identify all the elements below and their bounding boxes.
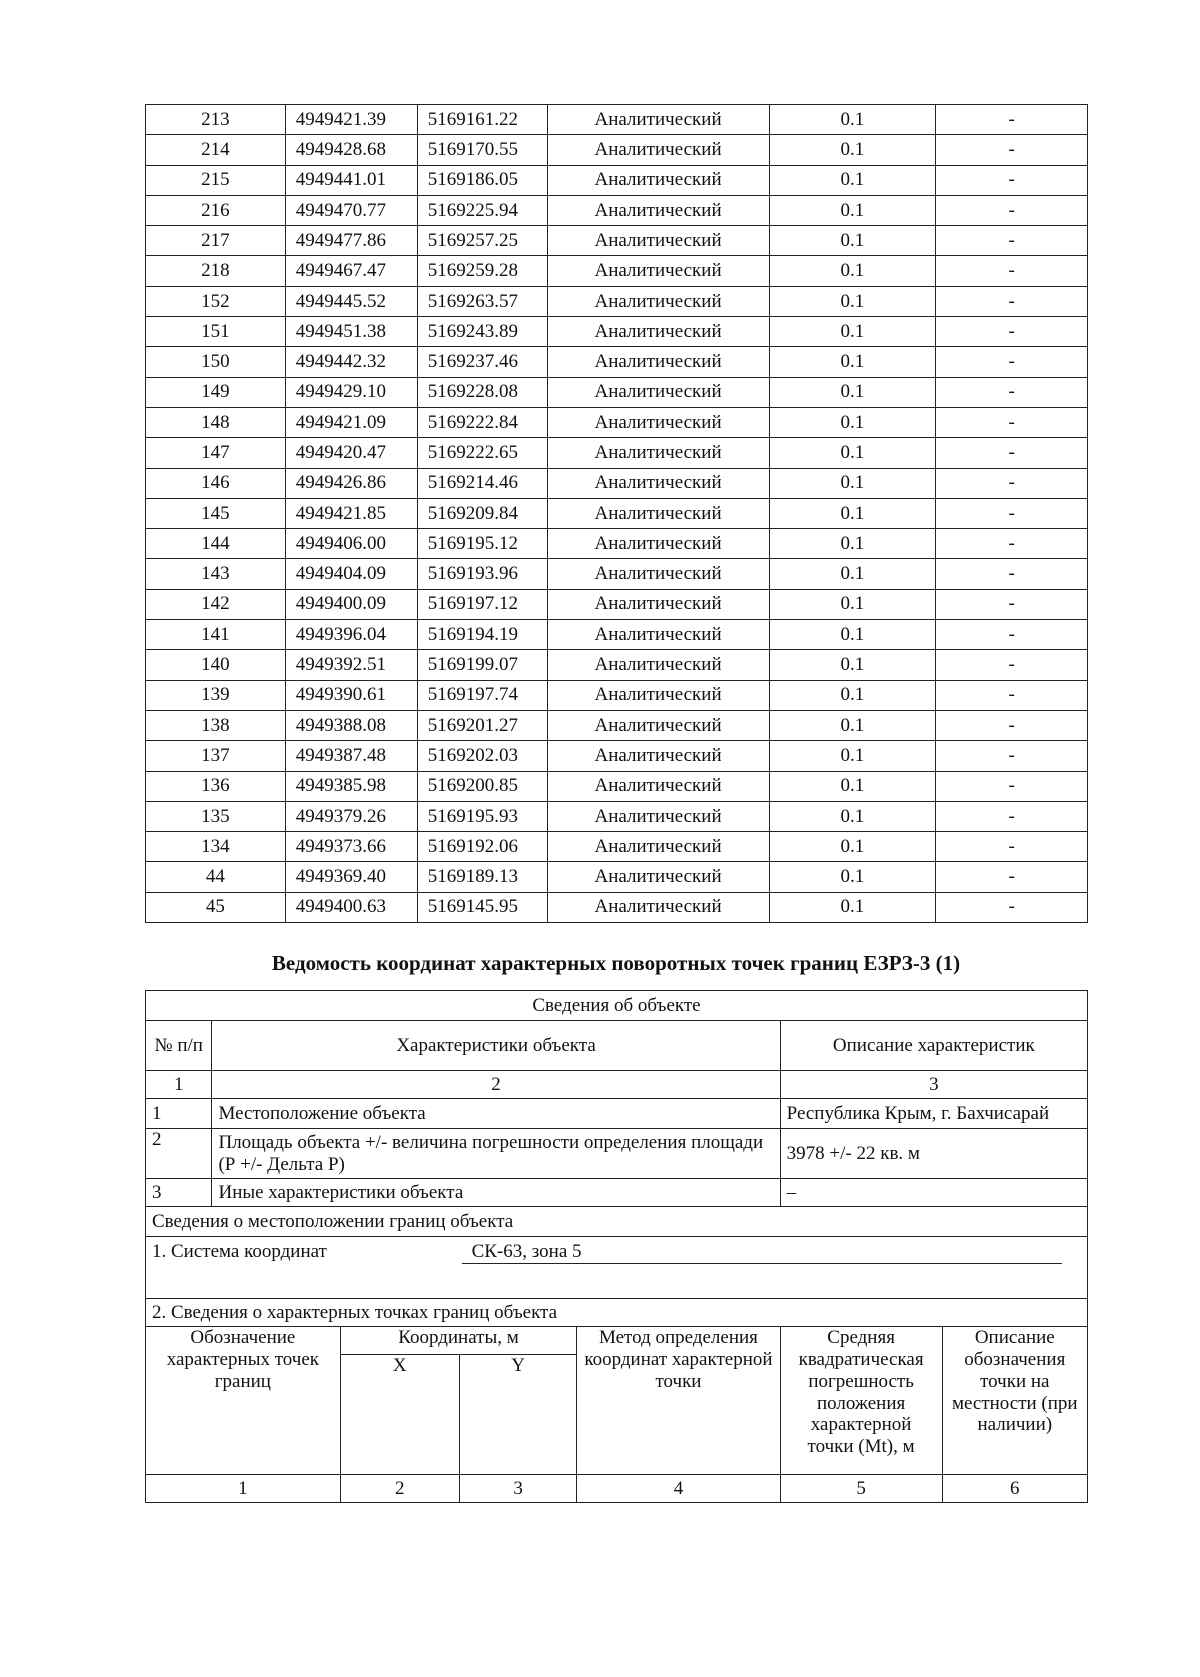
location-label: Местоположение объекта	[212, 1099, 780, 1129]
x-coordinate-cell: 4949420.47	[285, 438, 417, 468]
coordinate-row	[146, 256, 1088, 286]
method-cell: Аналитический	[547, 317, 769, 347]
point-number-cell: 134	[146, 832, 286, 862]
method-cell: Аналитический	[547, 680, 769, 710]
description-cell: -	[936, 165, 1088, 195]
point-number-cell: 213	[146, 105, 286, 135]
method-cell: Аналитический	[547, 620, 769, 650]
coordinate-row	[146, 650, 1088, 680]
method-cell: Аналитический	[547, 498, 769, 528]
x-coordinate-cell: 4949373.66	[285, 832, 417, 862]
error-header: Средняя квадратическая погрешность положения характерной точки (Mt), м	[780, 1327, 942, 1475]
x-coordinate-cell: 4949429.10	[285, 377, 417, 407]
error-cell: 0.1	[769, 892, 936, 922]
column-number: 5	[780, 1475, 942, 1503]
point-number-cell: 140	[146, 650, 286, 680]
x-coordinate-cell: 4949451.38	[285, 317, 417, 347]
point-number-cell: 145	[146, 498, 286, 528]
y-coordinate-cell: 5169263.57	[417, 286, 547, 316]
area-value: 3978 +/- 22 кв. м	[780, 1129, 1087, 1179]
description-cell: -	[936, 135, 1088, 165]
description-cell: -	[936, 317, 1088, 347]
method-cell: Аналитический	[547, 135, 769, 165]
coordinate-row	[146, 135, 1088, 165]
point-description-header: Описание обозначения точки на местности (при наличии)	[942, 1327, 1087, 1475]
description-cell: -	[936, 680, 1088, 710]
x-coordinate-cell: 4949406.00	[285, 529, 417, 559]
method-cell: Аналитический	[547, 195, 769, 225]
description-cell: -	[936, 710, 1088, 740]
x-coordinate-cell: 4949477.86	[285, 226, 417, 256]
point-number-cell: 151	[146, 317, 286, 347]
coordinate-system-row	[146, 1237, 1088, 1269]
coordinate-system-value: СК-63, зона 5	[462, 1241, 1062, 1264]
x-coordinate-cell: 4949387.48	[285, 741, 417, 771]
other-label: Иные характеристики объекта	[212, 1179, 780, 1207]
y-coordinate-cell: 5169186.05	[417, 165, 547, 195]
error-cell: 0.1	[769, 407, 936, 437]
coordinate-row	[146, 832, 1088, 862]
coordinate-row	[146, 317, 1088, 347]
coordinate-row	[146, 498, 1088, 528]
other-value: –	[780, 1179, 1087, 1207]
description-cell: -	[936, 862, 1088, 892]
x-coordinate-cell: 4949421.85	[285, 498, 417, 528]
coordinate-row	[146, 771, 1088, 801]
method-header: Метод определения координат характерной точки	[577, 1327, 780, 1475]
error-cell: 0.1	[769, 589, 936, 619]
point-number-cell: 137	[146, 741, 286, 771]
points-header: 2. Сведения о характерных точках границ объекта	[146, 1299, 1088, 1327]
x-coordinate-cell: 4949390.61	[285, 680, 417, 710]
spacer-row	[146, 1269, 1088, 1299]
description-cell: -	[936, 105, 1088, 135]
error-cell: 0.1	[769, 317, 936, 347]
section-title: Ведомость координат характерных поворотных точек границ ЕЗРЗ-3 (1)	[271, 951, 961, 975]
point-number-cell: 143	[146, 559, 286, 589]
x-coordinate-cell: 4949400.09	[285, 589, 417, 619]
column-number: 6	[942, 1475, 1087, 1503]
y-coordinate-cell: 5169197.74	[417, 680, 547, 710]
description-cell: -	[936, 195, 1088, 225]
y-coordinate-cell: 5169145.95	[417, 892, 547, 922]
x-coordinate-cell: 4949388.08	[285, 710, 417, 740]
point-number-cell: 152	[146, 286, 286, 316]
designation-header: Обозначение характерных точек границ	[146, 1327, 341, 1475]
point-number-cell: 215	[146, 165, 286, 195]
method-cell: Аналитический	[547, 832, 769, 862]
description-cell: -	[936, 559, 1088, 589]
point-number-cell: 216	[146, 195, 286, 225]
description-cell: -	[936, 771, 1088, 801]
y-header: Y	[459, 1355, 576, 1475]
description-cell: -	[936, 832, 1088, 862]
x-coordinate-cell: 4949421.09	[285, 407, 417, 437]
error-cell: 0.1	[769, 377, 936, 407]
y-coordinate-cell: 5169193.96	[417, 559, 547, 589]
row-number: 1	[146, 1099, 212, 1129]
error-cell: 0.1	[769, 498, 936, 528]
method-cell: Аналитический	[547, 771, 769, 801]
error-cell: 0.1	[769, 468, 936, 498]
method-cell: Аналитический	[547, 377, 769, 407]
x-coordinate-cell: 4949467.47	[285, 256, 417, 286]
error-cell: 0.1	[769, 347, 936, 377]
y-coordinate-cell: 5169195.93	[417, 801, 547, 831]
coordinate-row	[146, 589, 1088, 619]
x-coordinate-cell: 4949400.63	[285, 892, 417, 922]
error-cell: 0.1	[769, 832, 936, 862]
method-cell: Аналитический	[547, 407, 769, 437]
point-number-cell: 45	[146, 892, 286, 922]
description-cell: -	[936, 347, 1088, 377]
coordinate-row	[146, 529, 1088, 559]
coordinate-row	[146, 680, 1088, 710]
point-number-cell: 149	[146, 377, 286, 407]
description-cell: -	[936, 741, 1088, 771]
coordinate-row	[146, 468, 1088, 498]
description-cell: -	[936, 286, 1088, 316]
y-coordinate-cell: 5169228.08	[417, 377, 547, 407]
x-header: X	[340, 1355, 459, 1475]
description-cell: -	[936, 256, 1088, 286]
x-coordinate-cell: 4949404.09	[285, 559, 417, 589]
y-coordinate-cell: 5169257.25	[417, 226, 547, 256]
error-cell: 0.1	[769, 256, 936, 286]
column-number: 1	[146, 1475, 341, 1503]
y-coordinate-cell: 5169192.06	[417, 832, 547, 862]
col-description-header: Описание характеристик	[780, 1021, 1087, 1071]
object-info-header: Сведения об объекте	[146, 991, 1088, 1021]
y-coordinate-cell: 5169197.12	[417, 589, 547, 619]
y-coordinate-cell: 5169202.03	[417, 741, 547, 771]
y-coordinate-cell: 5169214.46	[417, 468, 547, 498]
y-coordinate-cell: 5169209.84	[417, 498, 547, 528]
description-cell: -	[936, 650, 1088, 680]
coordinate-row	[146, 377, 1088, 407]
description-cell: -	[936, 589, 1088, 619]
error-cell: 0.1	[769, 650, 936, 680]
y-coordinate-cell: 5169222.84	[417, 407, 547, 437]
method-cell: Аналитический	[547, 347, 769, 377]
x-coordinate-cell: 4949426.86	[285, 468, 417, 498]
x-coordinate-cell: 4949441.01	[285, 165, 417, 195]
coordinate-row	[146, 710, 1088, 740]
method-cell: Аналитический	[547, 801, 769, 831]
x-coordinate-cell: 4949445.52	[285, 286, 417, 316]
y-coordinate-cell: 5169189.13	[417, 862, 547, 892]
error-cell: 0.1	[769, 620, 936, 650]
description-cell: -	[936, 468, 1088, 498]
point-number-cell: 142	[146, 589, 286, 619]
method-cell: Аналитический	[547, 165, 769, 195]
point-number-cell: 217	[146, 226, 286, 256]
coordinate-row	[146, 165, 1088, 195]
method-cell: Аналитический	[547, 286, 769, 316]
y-coordinate-cell: 5169201.27	[417, 710, 547, 740]
error-cell: 0.1	[769, 741, 936, 771]
error-cell: 0.1	[769, 195, 936, 225]
point-number-cell: 138	[146, 710, 286, 740]
method-cell: Аналитический	[547, 862, 769, 892]
y-coordinate-cell: 5169237.46	[417, 347, 547, 377]
description-cell: -	[936, 892, 1088, 922]
method-cell: Аналитический	[547, 226, 769, 256]
coordinate-row	[146, 286, 1088, 316]
error-cell: 0.1	[769, 559, 936, 589]
error-cell: 0.1	[769, 862, 936, 892]
index-cell: 1	[146, 1071, 212, 1099]
method-cell: Аналитический	[547, 559, 769, 589]
index-cell: 2	[212, 1071, 780, 1099]
y-coordinate-cell: 5169199.07	[417, 650, 547, 680]
coordinate-row	[146, 559, 1088, 589]
coordinate-row	[146, 407, 1088, 437]
x-coordinate-cell: 4949396.04	[285, 620, 417, 650]
row-number: 3	[146, 1179, 212, 1207]
method-cell: Аналитический	[547, 438, 769, 468]
col-characteristics-header: Характеристики объекта	[212, 1021, 780, 1071]
object-info-table	[145, 990, 1088, 1503]
error-cell: 0.1	[769, 286, 936, 316]
y-coordinate-cell: 5169259.28	[417, 256, 547, 286]
point-number-cell: 136	[146, 771, 286, 801]
area-label: Площадь объекта +/- величина погрешности определения площади (Р +/- Дельта Р)	[212, 1129, 780, 1179]
method-cell: Аналитический	[547, 892, 769, 922]
error-cell: 0.1	[769, 771, 936, 801]
y-coordinate-cell: 5169243.89	[417, 317, 547, 347]
method-cell: Аналитический	[547, 650, 769, 680]
method-cell: Аналитический	[547, 529, 769, 559]
coordinates-header: Координаты, м	[340, 1327, 577, 1355]
point-number-cell: 147	[146, 438, 286, 468]
x-coordinate-cell: 4949421.39	[285, 105, 417, 135]
location-value: Республика Крым, г. Бахчисарай	[780, 1099, 1087, 1129]
description-cell: -	[936, 377, 1088, 407]
point-number-cell: 218	[146, 256, 286, 286]
point-number-cell: 135	[146, 801, 286, 831]
coordinate-row	[146, 741, 1088, 771]
index-cell: 3	[780, 1071, 1087, 1099]
description-cell: -	[936, 226, 1088, 256]
method-cell: Аналитический	[547, 468, 769, 498]
error-cell: 0.1	[769, 680, 936, 710]
x-coordinate-cell: 4949442.32	[285, 347, 417, 377]
description-cell: -	[936, 498, 1088, 528]
column-number: 4	[577, 1475, 780, 1503]
column-number: 3	[459, 1475, 576, 1503]
description-cell: -	[936, 620, 1088, 650]
coordinate-row	[146, 892, 1088, 922]
point-number-cell: 148	[146, 407, 286, 437]
point-number-cell: 139	[146, 680, 286, 710]
col-number-header: № п/п	[146, 1021, 212, 1071]
y-coordinate-cell: 5169225.94	[417, 195, 547, 225]
y-coordinate-cell: 5169195.12	[417, 529, 547, 559]
point-number-cell: 146	[146, 468, 286, 498]
point-number-cell: 44	[146, 862, 286, 892]
point-number-cell: 144	[146, 529, 286, 559]
method-cell: Аналитический	[547, 256, 769, 286]
y-coordinate-cell: 5169222.65	[417, 438, 547, 468]
location-header: Сведения о местоположении границ объекта	[146, 1207, 1088, 1237]
coordinate-row	[146, 862, 1088, 892]
description-cell: -	[936, 529, 1088, 559]
error-cell: 0.1	[769, 438, 936, 468]
x-coordinate-cell: 4949470.77	[285, 195, 417, 225]
x-coordinate-cell: 4949369.40	[285, 862, 417, 892]
x-coordinate-cell: 4949392.51	[285, 650, 417, 680]
description-cell: -	[936, 407, 1088, 437]
description-cell: -	[936, 438, 1088, 468]
coordinate-row	[146, 438, 1088, 468]
method-cell: Аналитический	[547, 710, 769, 740]
coordinate-row	[146, 347, 1088, 377]
method-cell: Аналитический	[547, 589, 769, 619]
y-coordinate-cell: 5169200.85	[417, 771, 547, 801]
point-number-cell: 150	[146, 347, 286, 377]
error-cell: 0.1	[769, 801, 936, 831]
coordinate-row	[146, 226, 1088, 256]
error-cell: 0.1	[769, 710, 936, 740]
error-cell: 0.1	[769, 165, 936, 195]
y-coordinate-cell: 5169194.19	[417, 620, 547, 650]
description-cell: -	[936, 801, 1088, 831]
method-cell: Аналитический	[547, 105, 769, 135]
coordinate-row	[146, 620, 1088, 650]
point-number-cell: 214	[146, 135, 286, 165]
x-coordinate-cell: 4949379.26	[285, 801, 417, 831]
error-cell: 0.1	[769, 135, 936, 165]
coordinate-system-label: 1. Система координат	[152, 1241, 327, 1263]
x-coordinate-cell: 4949385.98	[285, 771, 417, 801]
column-number: 2	[340, 1475, 459, 1503]
error-cell: 0.1	[769, 105, 936, 135]
y-coordinate-cell: 5169161.22	[417, 105, 547, 135]
point-number-cell: 141	[146, 620, 286, 650]
row-number: 2	[146, 1129, 212, 1179]
coordinates-table	[145, 104, 1088, 923]
coordinate-row	[146, 105, 1088, 135]
y-coordinate-cell: 5169170.55	[417, 135, 547, 165]
error-cell: 0.1	[769, 529, 936, 559]
error-cell: 0.1	[769, 226, 936, 256]
coordinate-row	[146, 801, 1088, 831]
coordinate-row	[146, 195, 1088, 225]
x-coordinate-cell: 4949428.68	[285, 135, 417, 165]
method-cell: Аналитический	[547, 741, 769, 771]
